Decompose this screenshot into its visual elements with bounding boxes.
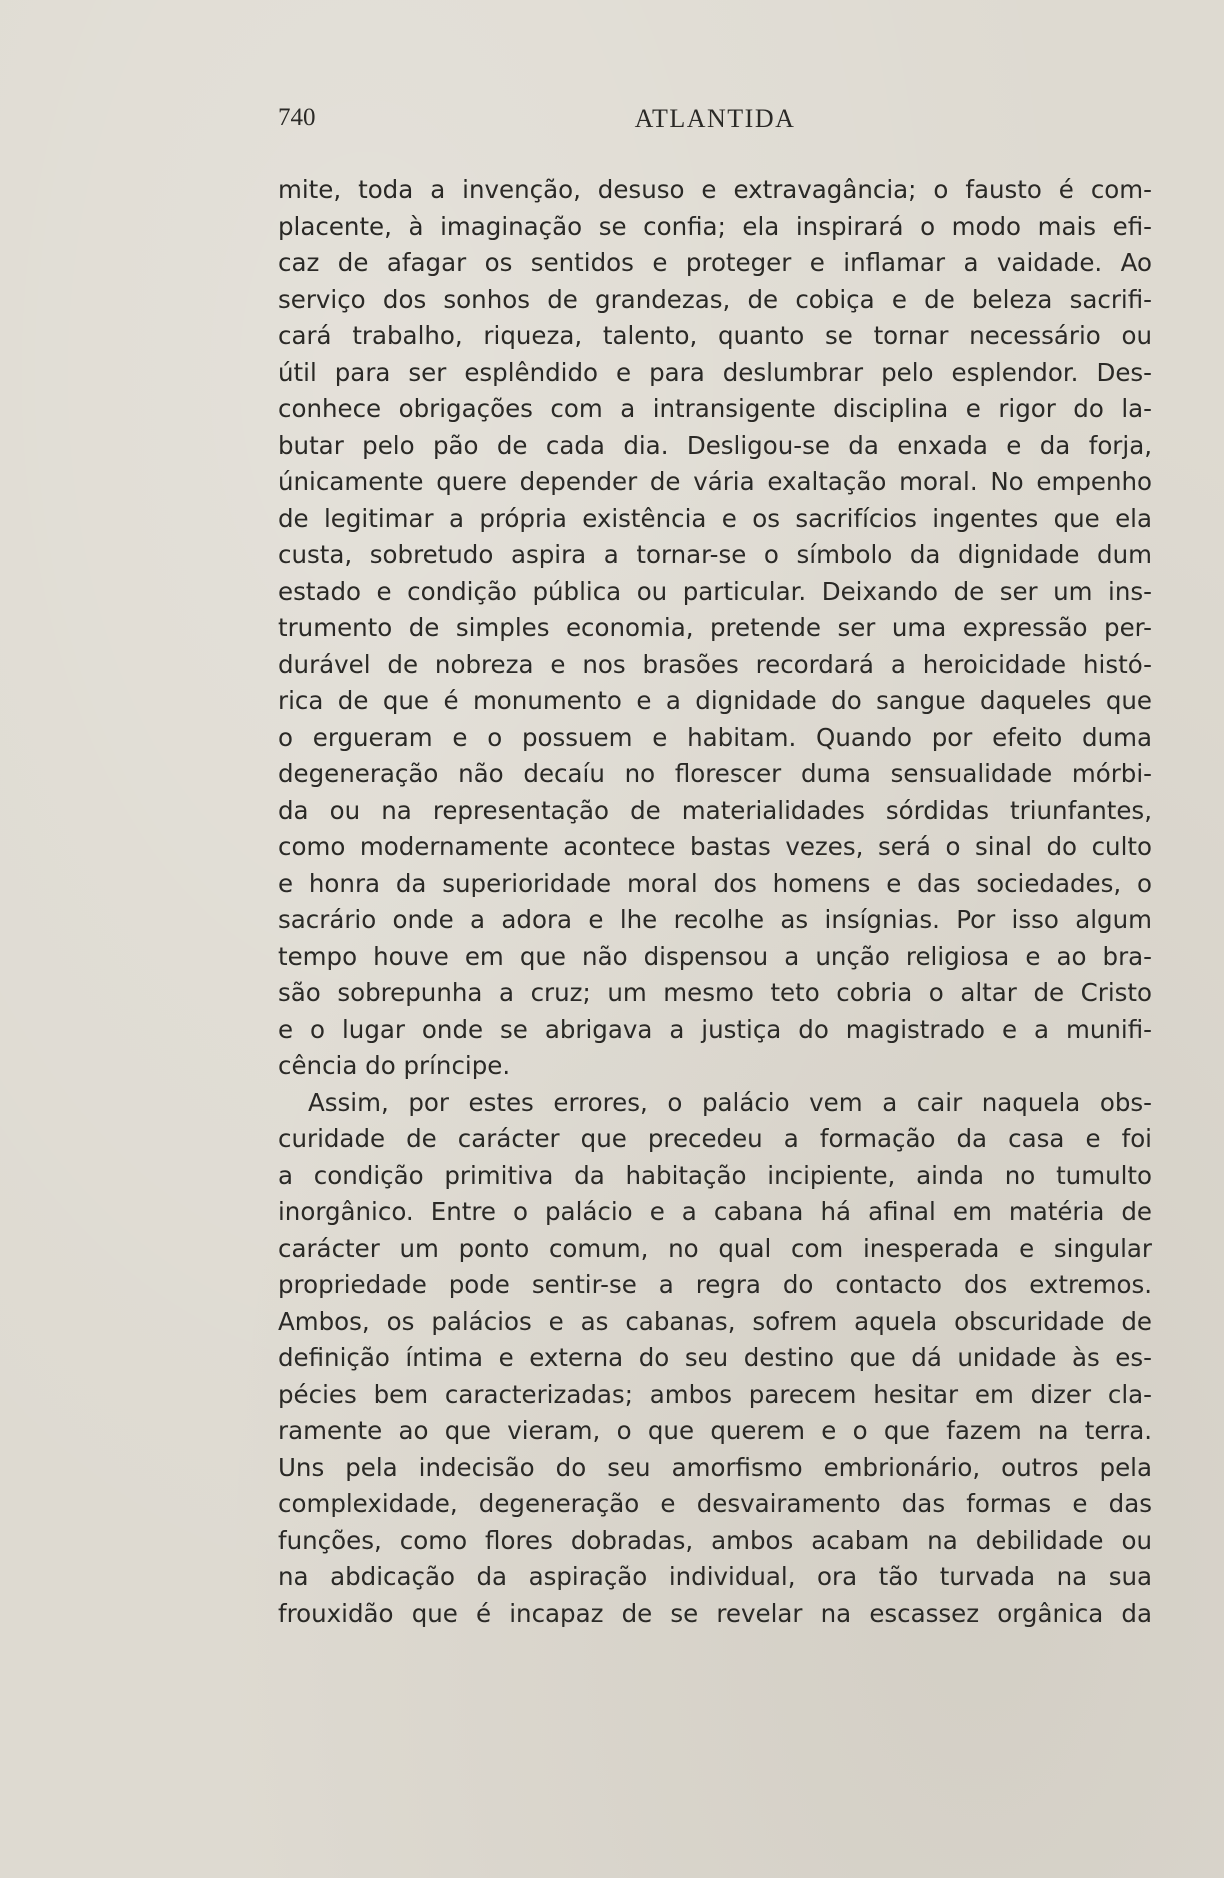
- text-line: inorgânico. Entre o palácio e a cabana há afinal em matéria de: [278, 1197, 1152, 1226]
- text-line: funções, como flores dobradas, ambos acabam na debilidade ou: [278, 1525, 1152, 1555]
- text-line: pécies bem caracterizadas; ambos parecem hesitar em dizer cla-: [278, 1379, 1152, 1409]
- text-line: são sobrepunha a cruz; um mesmo teto cobria o altar de Cristo: [278, 978, 1152, 1007]
- text-line: carácter um ponto comum, no qual com inesperada e singular: [278, 1233, 1152, 1263]
- text-line: custa, sobretudo aspira a tornar-se o símbolo da dignidade dum: [278, 540, 1152, 569]
- text-line: Uns pela indecisão do seu amorfismo embrionário, outros pela: [278, 1452, 1152, 1482]
- text-line: estado e condição pública ou particular. Deixando de ser um ins-: [278, 576, 1152, 606]
- text-line: trumento de simples economia, pretende ser uma expressão per-: [278, 613, 1152, 642]
- text-line: da ou na representação de materialidades sórdidas triunfantes,: [278, 795, 1152, 825]
- text-line: caz de afagar os sentidos e proteger e inflamar a vaidade. Ao: [278, 248, 1152, 277]
- text-line: complexidade, degeneração e desvairamento das formas e das: [278, 1489, 1152, 1518]
- text-line: frouxidão que é incapaz de se revelar na escassez orgânica da: [278, 1598, 1152, 1628]
- text-line: ramente ao que vieram, o que querem e o que fazem na terra.: [278, 1416, 1152, 1445]
- text-line: na abdicação da aspiração individual, ora tão turvada na sua: [278, 1562, 1152, 1591]
- text-line: serviço dos sonhos de grandezas, de cobiça e de beleza sacrifi-: [278, 284, 1152, 314]
- text-line: útil para ser esplêndido e para deslumbrar pelo esplendor. Des-: [278, 357, 1152, 387]
- text-line: e o lugar onde se abrigava a justiça do magistrado e a munifi-: [278, 1014, 1152, 1044]
- text-line: a condição primitiva da habitação incipiente, ainda no tumulto: [278, 1160, 1152, 1190]
- text-line: definição íntima e externa do seu destino que dá unidade às es-: [278, 1343, 1152, 1372]
- text-line: propriedade pode sentir-se a regra do contacto dos extremos.: [278, 1270, 1152, 1299]
- text-line: degeneração não decaíu no florescer duma sensualidade mórbi-: [278, 759, 1152, 788]
- page-header: [278, 104, 1152, 144]
- text-line: de legitimar a própria existência e os sacrifícios ingentes que ela: [278, 503, 1152, 533]
- text-line: Ambos, os palácios e as cabanas, sofrem aquela obscuridade de: [278, 1306, 1152, 1336]
- text-line: butar pelo pão de cada dia. Desligou-se da enxada e da forja,: [278, 430, 1152, 460]
- text-line: e honra da superioridade moral dos homens e das sociedades, o: [278, 868, 1152, 898]
- text-line: cará trabalho, riqueza, talento, quanto se tornar necessário ou: [278, 321, 1152, 350]
- text-line: o ergueram e o possuem e habitam. Quando por efeito duma: [278, 722, 1152, 752]
- text-line: Assim, por estes errores, o palácio vem a cair naquela obs-: [308, 1087, 1152, 1117]
- body-text: [278, 172, 1152, 1632]
- text-line: únicamente quere depender de vária exaltação moral. No empenho: [278, 467, 1152, 496]
- text-line: mite, toda a invenção, desuso e extravagância; o fausto é com-: [278, 175, 1152, 204]
- running-title: ATLANTIDA: [634, 104, 796, 133]
- text-line: tempo houve em que não dispensou a unção religiosa e ao bra-: [278, 941, 1152, 971]
- text-line: sacrário onde a adora e lhe recolhe as insígnias. Por isso algum: [278, 905, 1152, 934]
- page-number: 740: [278, 104, 316, 131]
- text-line: durável de nobreza e nos brasões recordará a heroicidade histó-: [278, 649, 1152, 679]
- text-line: conhece obrigações com a intransigente disciplina e rigor do la-: [278, 394, 1152, 423]
- text-line: curidade de carácter que precedeu a formação da casa e foi: [278, 1124, 1152, 1153]
- text-line: placente, à imaginação se confia; ela inspirará o modo mais efi-: [278, 211, 1152, 241]
- text-line: como modernamente acontece bastas vezes, será o sinal do culto: [278, 832, 1152, 861]
- text-line: cência do príncipe.: [278, 1051, 511, 1080]
- text-line: rica de que é monumento e a dignidade do sangue daqueles que: [278, 686, 1152, 715]
